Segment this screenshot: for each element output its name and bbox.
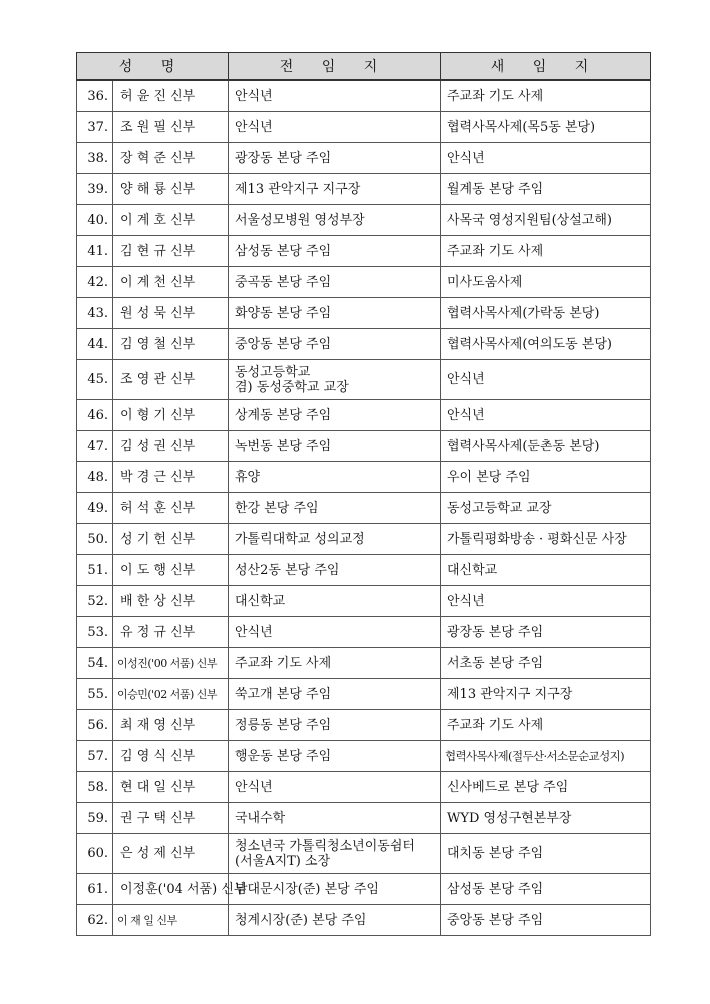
priest-name: 김 성 권 신부 xyxy=(113,431,229,462)
row-number: 58. xyxy=(77,772,113,803)
header-previous-post: 전 임 지 xyxy=(229,53,441,81)
row-number: 60. xyxy=(77,834,113,874)
header-name: 성 명 xyxy=(77,53,229,81)
previous-post xyxy=(229,431,441,462)
new-post: WYD 영성구현본부장 xyxy=(441,803,651,834)
new-post: 대치동 본당 주임 xyxy=(441,834,651,874)
new-post: 협력사목사제(둔촌동 본당) xyxy=(441,431,651,462)
previous-post-line: 청계시장(준) 본당 주임 xyxy=(235,912,367,928)
previous-post xyxy=(229,874,441,905)
table-row xyxy=(77,834,651,874)
previous-post-line: 한강 본당 주임 xyxy=(235,500,319,516)
row-number: 49. xyxy=(77,493,113,524)
row-number: 44. xyxy=(77,329,113,360)
row-number: 39. xyxy=(77,174,113,205)
row-number: 41. xyxy=(77,236,113,267)
table-row xyxy=(77,493,651,524)
header-new-post: 새 임 지 xyxy=(441,53,651,81)
new-post: 사목국 영성지원팀(상설고해) xyxy=(441,205,651,236)
row-number: 61. xyxy=(77,874,113,905)
table-row xyxy=(77,174,651,205)
previous-post-line: 삼성동 본당 주임 xyxy=(235,243,332,259)
priest-name: 권 구 택 신부 xyxy=(113,803,229,834)
new-post: 동성고등학교 교장 xyxy=(441,493,651,524)
priest-name: 허 석 훈 신부 xyxy=(113,493,229,524)
previous-post xyxy=(229,555,441,586)
table-row xyxy=(77,617,651,648)
new-post: 주교좌 기도 사제 xyxy=(441,80,651,112)
previous-post-line: 녹번동 본당 주임 xyxy=(235,438,332,454)
priest-name: 조 원 필 신부 xyxy=(113,112,229,143)
table-row xyxy=(77,555,651,586)
previous-post-line: 국내수학 xyxy=(235,810,286,826)
previous-post-line: 청소년국 가톨릭청소년이동쉼터 xyxy=(235,838,415,854)
table-row xyxy=(77,803,651,834)
row-number: 36. xyxy=(77,80,113,112)
table-row xyxy=(77,329,651,360)
table-body xyxy=(77,80,651,936)
row-number: 47. xyxy=(77,431,113,462)
previous-post-line: 겸) 동성중학교 교장 xyxy=(235,379,349,395)
table-row xyxy=(77,112,651,143)
table-row xyxy=(77,205,651,236)
row-number: 42. xyxy=(77,267,113,298)
previous-post xyxy=(229,298,441,329)
new-post: 중앙동 본당 주임 xyxy=(441,905,651,936)
row-number: 62. xyxy=(77,905,113,936)
previous-post xyxy=(229,648,441,679)
previous-post-line: 정릉동 본당 주임 xyxy=(235,717,332,733)
previous-post xyxy=(229,462,441,493)
previous-post xyxy=(229,905,441,936)
previous-post xyxy=(229,267,441,298)
new-post: 우이 본당 주임 xyxy=(441,462,651,493)
priest-name: 조 영 관 신부 xyxy=(113,360,229,400)
previous-post xyxy=(229,80,441,112)
priest-name: 원 성 묵 신부 xyxy=(113,298,229,329)
table-row xyxy=(77,524,651,555)
previous-post xyxy=(229,834,441,874)
appointments-table xyxy=(76,52,651,936)
new-post: 월계동 본당 주임 xyxy=(441,174,651,205)
priest-name: 장 혁 준 신부 xyxy=(113,143,229,174)
previous-post xyxy=(229,174,441,205)
table-header-row xyxy=(77,53,651,81)
priest-name: 이 계 호 신부 xyxy=(113,205,229,236)
new-post: 안식년 xyxy=(441,143,651,174)
row-number: 53. xyxy=(77,617,113,648)
previous-post-line: 중곡동 본당 주임 xyxy=(235,274,332,290)
row-number: 57. xyxy=(77,741,113,772)
row-number: 48. xyxy=(77,462,113,493)
row-number: 38. xyxy=(77,143,113,174)
previous-post xyxy=(229,329,441,360)
previous-post xyxy=(229,617,441,648)
row-number: 51. xyxy=(77,555,113,586)
new-post: 안식년 xyxy=(441,400,651,431)
priest-name: 김 영 철 신부 xyxy=(113,329,229,360)
previous-post xyxy=(229,524,441,555)
table-row xyxy=(77,648,651,679)
previous-post-line: 안식년 xyxy=(235,119,273,135)
priest-name: 이 재 일 신부 xyxy=(113,905,229,936)
new-post: 삼성동 본당 주임 xyxy=(441,874,651,905)
previous-post-line: 서울성모병원 영성부장 xyxy=(235,212,365,228)
table-row xyxy=(77,400,651,431)
previous-post-line: 안식년 xyxy=(235,88,273,104)
previous-post-line: (서울A지T) 소장 xyxy=(235,853,331,869)
previous-post xyxy=(229,803,441,834)
previous-post-line: 쑥고개 본당 주임 xyxy=(235,686,332,702)
new-post: 대신학교 xyxy=(441,555,651,586)
new-post: 안식년 xyxy=(441,360,651,400)
previous-post-line: 안식년 xyxy=(235,624,273,640)
previous-post xyxy=(229,772,441,803)
table-row xyxy=(77,772,651,803)
table-row xyxy=(77,298,651,329)
table-row xyxy=(77,360,651,400)
table-row xyxy=(77,586,651,617)
new-post: 협력사목사제(절두산·서소문순교성지) xyxy=(441,741,651,772)
priest-name: 은 성 제 신부 xyxy=(113,834,229,874)
table-row xyxy=(77,267,651,298)
priest-name: 현 대 일 신부 xyxy=(113,772,229,803)
previous-post-line: 중앙동 본당 주임 xyxy=(235,336,332,352)
row-number: 52. xyxy=(77,586,113,617)
new-post: 주교좌 기도 사제 xyxy=(441,710,651,741)
priest-name: 이정훈('04 서품) 신부 xyxy=(113,874,229,905)
previous-post-line: 동성고등학교 xyxy=(235,364,311,380)
row-number: 45. xyxy=(77,360,113,400)
priest-name: 김 현 규 신부 xyxy=(113,236,229,267)
table-row xyxy=(77,905,651,936)
priest-name: 이 형 기 신부 xyxy=(113,400,229,431)
priest-name: 이성진('00 서품) 신부 xyxy=(113,648,229,679)
previous-post xyxy=(229,493,441,524)
row-number: 54. xyxy=(77,648,113,679)
previous-post-line: 행운동 본당 주임 xyxy=(235,748,332,764)
new-post: 미사도움사제 xyxy=(441,267,651,298)
row-number: 46. xyxy=(77,400,113,431)
row-number: 43. xyxy=(77,298,113,329)
new-post: 안식년 xyxy=(441,586,651,617)
previous-post xyxy=(229,710,441,741)
row-number: 56. xyxy=(77,710,113,741)
table-row xyxy=(77,80,651,112)
previous-post xyxy=(229,360,441,400)
row-number: 37. xyxy=(77,112,113,143)
new-post: 가톨릭평화방송 · 평화신문 사장 xyxy=(441,524,651,555)
table-row xyxy=(77,462,651,493)
table-row xyxy=(77,741,651,772)
row-number: 59. xyxy=(77,803,113,834)
new-post: 협력사목사제(여의도동 본당) xyxy=(441,329,651,360)
priest-name: 성 기 헌 신부 xyxy=(113,524,229,555)
table-row xyxy=(77,236,651,267)
table-row xyxy=(77,710,651,741)
previous-post-line: 상계동 본당 주임 xyxy=(235,407,332,423)
previous-post xyxy=(229,205,441,236)
priest-name: 이 계 천 신부 xyxy=(113,267,229,298)
previous-post-line: 남대문시장(준) 본당 주임 xyxy=(235,881,379,897)
table-row xyxy=(77,874,651,905)
table-row xyxy=(77,143,651,174)
new-post: 서초동 본당 주임 xyxy=(441,648,651,679)
previous-post-line: 휴양 xyxy=(235,469,261,485)
priest-name: 허 윤 진 신부 xyxy=(113,80,229,112)
priest-name: 양 해 룡 신부 xyxy=(113,174,229,205)
new-post: 협력사목사제(가락동 본당) xyxy=(441,298,651,329)
priest-name: 최 재 영 신부 xyxy=(113,710,229,741)
previous-post xyxy=(229,400,441,431)
previous-post-line: 가톨릭대학교 성의교정 xyxy=(235,531,365,547)
row-number: 40. xyxy=(77,205,113,236)
new-post: 신사베드로 본당 주임 xyxy=(441,772,651,803)
priest-name: 박 경 근 신부 xyxy=(113,462,229,493)
priest-name: 배 한 상 신부 xyxy=(113,586,229,617)
table-row xyxy=(77,431,651,462)
previous-post-line: 성산2동 본당 주임 xyxy=(235,562,340,578)
previous-post xyxy=(229,143,441,174)
priest-name: 유 정 규 신부 xyxy=(113,617,229,648)
previous-post-line: 제13 관악지구 지구장 xyxy=(235,181,361,197)
priest-name: 김 영 식 신부 xyxy=(113,741,229,772)
priest-name: 이 도 행 신부 xyxy=(113,555,229,586)
table-row xyxy=(77,679,651,710)
previous-post xyxy=(229,112,441,143)
row-number: 50. xyxy=(77,524,113,555)
previous-post xyxy=(229,741,441,772)
previous-post-line: 광장동 본당 주임 xyxy=(235,150,332,166)
previous-post xyxy=(229,236,441,267)
new-post: 주교좌 기도 사제 xyxy=(441,236,651,267)
previous-post-line: 주교좌 기도 사제 xyxy=(235,655,332,671)
previous-post xyxy=(229,586,441,617)
new-post: 협력사목사제(목5동 본당) xyxy=(441,112,651,143)
previous-post xyxy=(229,679,441,710)
priest-name: 이승민('02 서품) 신부 xyxy=(113,679,229,710)
new-post: 제13 관악지구 지구장 xyxy=(441,679,651,710)
previous-post-line: 화양동 본당 주임 xyxy=(235,305,332,321)
new-post: 광장동 본당 주임 xyxy=(441,617,651,648)
previous-post-line: 대신학교 xyxy=(235,593,286,609)
previous-post-line: 안식년 xyxy=(235,779,273,795)
row-number: 55. xyxy=(77,679,113,710)
